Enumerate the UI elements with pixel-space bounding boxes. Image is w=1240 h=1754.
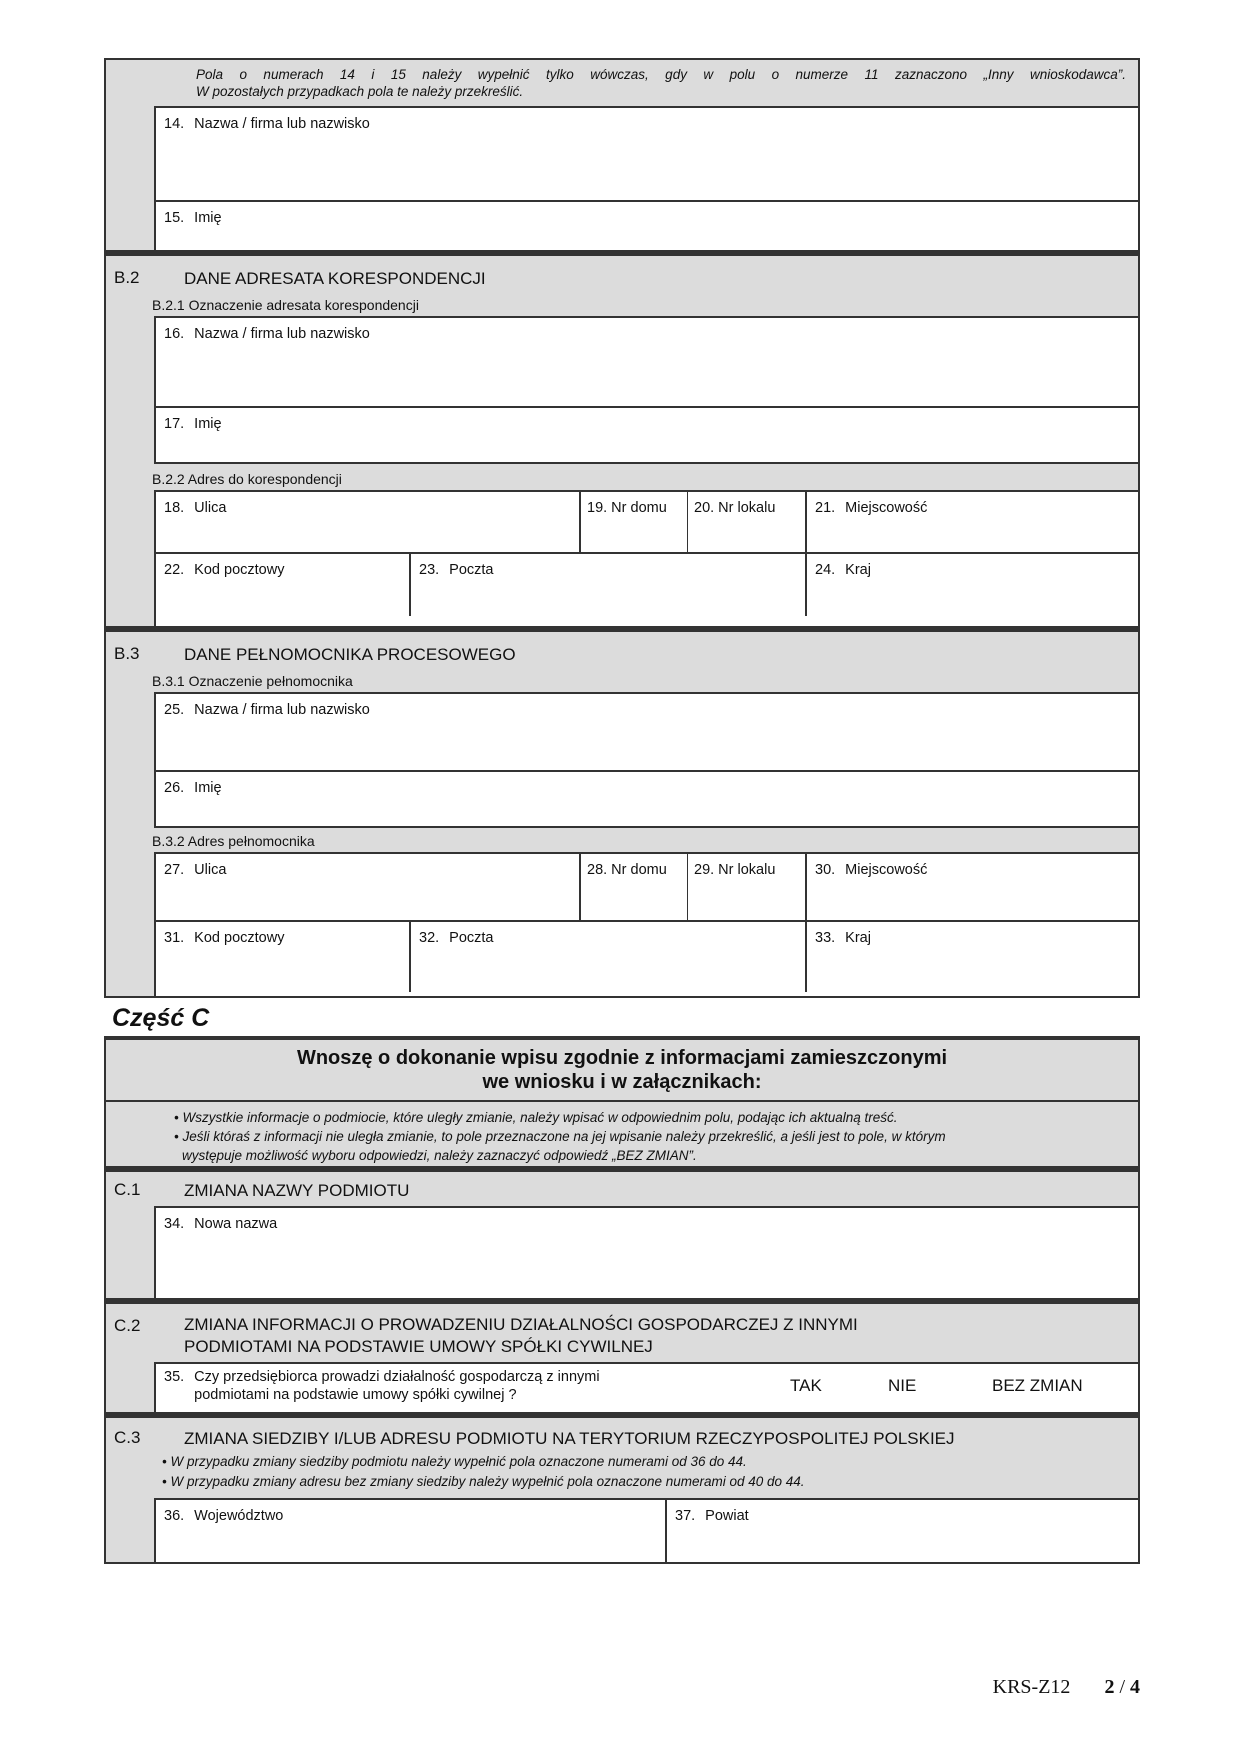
field-16-name[interactable]: 16. Nazwa / firma lub nazwisko	[164, 326, 370, 342]
field-34-new-name[interactable]: 34. Nowa nazwa	[164, 1216, 278, 1232]
form	[104, 58, 1140, 998]
instruction-bullet: • W przypadku zmiany siedziby podmiotu należy wypełnić pola oznaczone numerami od 36 do 44.	[162, 1454, 747, 1469]
field-35-label-line2: podmiotami na podstawie umowy spółki cywilnej ?	[194, 1387, 517, 1403]
subsection-label: B.2.1 Oznaczenie adresata korespondencji	[152, 297, 419, 313]
field-20-apartment-number[interactable]: 20. Nr lokalu	[688, 492, 806, 552]
form-code: KRS-Z12	[992, 1676, 1071, 1698]
section-title: DANE ADRESATA KORESPONDENCJI	[184, 269, 486, 288]
field-27-street[interactable]: 27. Ulica	[156, 854, 580, 920]
field-37-county[interactable]: 37. Powiat	[666, 1500, 1138, 1562]
section-code: C.3	[114, 1428, 141, 1447]
section-title: ZMIANA NAZWY PODMIOTU	[184, 1181, 410, 1200]
field-36-voivodeship[interactable]: 36. Województwo	[156, 1500, 666, 1562]
field-32-post-office[interactable]: 32. Poczta	[410, 922, 806, 992]
address-fields-b2	[154, 490, 1138, 626]
top-note-line2: W pozostałych przypadkach pola te należy przekreślić.	[196, 84, 524, 99]
part-c-title-block	[104, 1040, 1140, 1102]
section-b1-continuation	[104, 58, 1140, 252]
section-code: C.1	[114, 1180, 141, 1199]
part-c-title-line1: Wnoszę o dokonanie wpisu zgodnie z informacjami zamieszczonymi	[296, 1047, 948, 1069]
field-23-post-office[interactable]: 23. Poczta	[410, 554, 806, 616]
section-title: ZMIANA SIEDZIBY I/LUB ADRESU PODMIOTU NA TERYTORIUM RZECZYPOSPOLITEJ POLSKIEJ	[184, 1429, 955, 1448]
option-nie[interactable]: NIE	[888, 1376, 917, 1395]
field-22-postal-code[interactable]: 22. Kod pocztowy	[156, 554, 410, 616]
instruction-bullet: • W przypadku zmiany adresu bez zmiany siedziby należy wypełnić pola oznaczone numerami od 40 do 44.	[162, 1474, 805, 1489]
field-30-city[interactable]: 30. Miejscowość	[806, 854, 1138, 920]
field-31-postal-code[interactable]: 31. Kod pocztowy	[156, 922, 410, 992]
fields-16-17	[154, 316, 1138, 464]
top-note-line1: Pola o numerach 14 i 15 należy wypełnić tylko wówczas, gdy w polu o numerze 11 zaznaczono „Inny wnioskodawca”.	[196, 67, 1126, 82]
subsection-label: B.3.1 Oznaczenie pełnomocnika	[152, 673, 353, 689]
field-15-first-name[interactable]: 15. Imię	[164, 210, 222, 226]
part-c-title-line2: we wniosku i w załącznikach:	[482, 1071, 762, 1093]
section-c3	[104, 1418, 1140, 1564]
field-25-name[interactable]: 25. Nazwa / firma lub nazwisko	[164, 702, 370, 718]
part-c-instructions	[104, 1102, 1140, 1168]
part-c	[104, 1040, 1140, 1564]
page-sep: /	[1114, 1676, 1130, 1698]
top-note	[196, 66, 1126, 100]
instruction-bullet: • Jeśli któraś z informacji nie uległa zmianie, to pole przeznaczone na jej wpisanie należy przekreślić, a jeśli jest to pole, w którym	[174, 1129, 946, 1144]
page-number: 2	[1104, 1676, 1115, 1698]
section-b2	[104, 256, 1140, 628]
field-29-apartment-number[interactable]: 29. Nr lokalu	[688, 854, 806, 920]
section-c3-notes	[162, 1452, 805, 1492]
option-bez-zmian[interactable]: BEZ ZMIAN	[992, 1376, 1083, 1395]
field-35-civil-partnership: 35. Czy przedsiębiorca prowadzi działalność gospodarczą z innymi podmiotami na podstawie umowy spółki cywilnej ?	[164, 1369, 600, 1403]
section-title-line2: PODMIOTAMI NA PODSTAWIE UMOWY SPÓŁKI CYWILNEJ	[184, 1337, 653, 1356]
field-24-country[interactable]: 24. Kraj	[806, 554, 1138, 616]
section-code: B.3	[114, 644, 140, 663]
fields-25-26	[154, 692, 1138, 828]
section-title-line1: ZMIANA INFORMACJI O PROWADZENIU DZIAŁALNOŚCI GOSPODARCZEJ Z INNYMI	[184, 1315, 858, 1334]
section-code: B.2	[114, 268, 140, 287]
field-box-35	[154, 1362, 1138, 1412]
fields-14-15	[154, 106, 1138, 250]
instruction-bullet: • Wszystkie informacje o podmiocie, które uległy zmianie, należy wpisać w odpowiednim polu, podając ich aktualną treść.	[174, 1110, 898, 1125]
address-fields-b3	[154, 852, 1138, 996]
field-18-street[interactable]: 18. Ulica	[156, 492, 580, 552]
section-c1	[104, 1172, 1140, 1300]
field-35-label-line1: Czy przedsiębiorca prowadzi działalność gospodarczą z innymi	[194, 1369, 600, 1385]
option-tak[interactable]: TAK	[790, 1376, 822, 1395]
field-19-house-number[interactable]: 19. Nr domu	[580, 492, 688, 552]
part-c-heading: Część C	[112, 1004, 210, 1032]
field-33-country[interactable]: 33. Kraj	[806, 922, 1138, 992]
instruction-bullet-cont: występuje możliwość wyboru odpowiedzi, należy zaznaczyć odpowiedź „BEZ ZMIAN”.	[182, 1148, 697, 1163]
field-17-first-name[interactable]: 17. Imię	[164, 416, 222, 432]
subsection-label: B.3.2 Adres pełnomocnika	[152, 833, 315, 849]
subsection-label: B.2.2 Adres do korespondencji	[152, 471, 342, 487]
field-21-city[interactable]: 21. Miejscowość	[806, 492, 1138, 552]
fields-36-37	[154, 1498, 1138, 1562]
field-26-first-name[interactable]: 26. Imię	[164, 780, 222, 796]
section-c2	[104, 1304, 1140, 1414]
section-code: C.2	[114, 1316, 141, 1335]
page-total: 4	[1130, 1676, 1140, 1698]
section-b3	[104, 632, 1140, 998]
field-28-house-number[interactable]: 28. Nr domu	[580, 854, 688, 920]
section-title: DANE PEŁNOMOCNIKA PROCESOWEGO	[184, 645, 516, 664]
page-footer	[993, 1676, 1140, 1699]
field-14-name[interactable]: 14. Nazwa / firma lub nazwisko	[164, 116, 370, 132]
section-title	[106, 1314, 858, 1358]
field-box-34	[154, 1206, 1138, 1298]
